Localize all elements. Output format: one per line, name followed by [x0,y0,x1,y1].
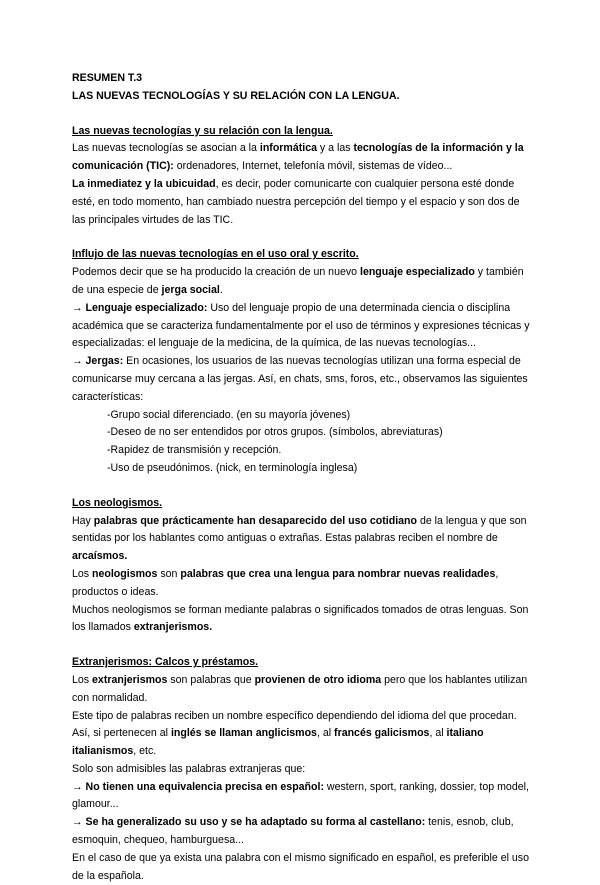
text: ordenadores, Internet, telefonía móvil, sistemas de vídeo... [173,160,453,173]
bold-text: → Se ha generalizado su uso y se ha adaptado su forma al castellano: [72,816,426,829]
bold-text: → Jergas: [72,355,124,368]
document-content [72,70,534,885]
title-line-2: LAS NUEVAS TECNOLOGÍAS Y SU RELACIÓN CON LA LENGUA. [72,89,400,102]
paragraph [72,513,534,566]
text: , etc. [133,745,157,758]
list-item: -Uso de pseudónimos. (nick, en terminología inglesa) [107,461,358,474]
text: , al [316,727,335,740]
text: En ocasiones, los usuarios de las nuevas tecnologías utilizan una forma especial de comunicarse muy cercana a las jergas. Así, en chats, sms, foros, etc., observamos las siguientes características: [72,355,528,403]
paragraph [72,264,534,300]
text: son [157,567,181,580]
section-neologisms [72,495,534,637]
paragraph [72,300,534,353]
text: . [219,283,223,296]
text: Podemos decir que se ha producido la creación de un nuevo [72,266,360,279]
bold-text: extranjerismos [92,673,168,686]
bold-text: tecnologías de la información y la comunicación (TIC): [72,142,524,173]
text: , productos o ideas. [72,567,499,598]
text: Muchos neologismos se forman mediante palabras o significados tomados de otras lenguas. Son los llamados [72,603,529,634]
paragraph [72,176,534,229]
text: western, sport, ranking, dossier, top model, glamour... [72,780,529,811]
list-item: -Deseo de no ser entendidos por otros grupos. (símbolos, abreviaturas) [107,426,443,439]
section-heading: Los neologismos. [72,496,163,509]
paragraph [72,140,534,176]
paragraph [72,708,534,761]
section-new-technologies [72,123,534,230]
bold-text: informática [259,142,317,155]
text: , al [429,727,447,740]
list-item: -Grupo social diferenciado. (en su mayoría jóvenes) [107,408,351,421]
bold-text: neologismos [92,567,158,580]
text: Los [72,567,93,580]
bold-text: La inmediatez y la ubicuidad [72,177,216,190]
text: son palabras que [167,673,255,686]
bold-text: → Lenguaje especializado: [72,301,208,314]
bold-text: → No tienen una equivalencia precisa en español: [72,780,324,793]
paragraph [72,353,534,406]
text: Este tipo de palabras reciben un nombre específico dependiendo del idioma del que procedan. Así, si pertenecen al [72,709,517,740]
bold-text: lenguaje especializado [360,266,475,279]
bold-text: inglés se llaman anglicismos [170,727,317,740]
paragraph [72,672,534,708]
bold-text: provienen de otro idioma [254,673,382,686]
text: de la lengua y que son sentidas por los hablantes como antiguas o extrañas. Estas palabras reciben el nombre de [72,514,527,545]
section-foreign-words [72,654,534,885]
paragraph [72,814,534,850]
text: , es decir, poder comunicarte con cualquier persona esté donde esté, en todo momento, han cambiado nuestra percepción del tiempo y el espacio y son dos de las principales virtudes de las TIC. [72,177,520,226]
text: pero que los hablantes utilizan con normalidad. [72,673,528,704]
bold-text: jerga social [161,283,220,296]
text: Hay [72,514,94,527]
section-heading: Extranjerismos: Calcos y préstamos. [72,656,259,669]
list-item: -Rapidez de transmisión y recepción. [107,444,282,457]
bold-text: palabras que prácticamente han desaparecido del uso cotidiano [93,514,417,527]
text: y a las [316,142,354,155]
paragraph [72,602,534,638]
paragraph: En el caso de que ya exista una palabra con el mismo significado en español, es preferible el uso de la española. [72,851,529,882]
section-heading: Las nuevas tecnologías y su relación con la lengua. [72,124,333,137]
text: Las nuevas tecnologías se asocian a la [72,142,260,155]
bold-text: francés galicismos [334,727,430,740]
paragraph: Solo son admisibles las palabras extranjeras que: [72,762,306,775]
section-heading: Influjo de las nuevas tecnologías en el uso oral y escrito. [72,248,359,261]
text: Uso del lenguaje propio de una determinada ciencia o disciplina académica que se caracteriza fundamentalmente por el uso de términos y expresiones técnicas y especializadas: el lenguaje de la medicina, de la química, de las nuevas tecnologías... [72,301,530,350]
document-title [72,70,534,106]
paragraph [72,566,534,602]
section-influence [72,246,534,477]
text: Los [72,673,93,686]
bold-text: italiano italianismos [72,727,484,758]
title-line-1: RESUMEN T.3 [72,72,143,84]
bold-text: arcaísmos. [72,550,128,563]
characteristics-list [72,407,534,478]
text: y también de una especie de [72,266,524,296]
text: tenis, esnob, club, esmoquin, chequeo, hamburguesa... [72,816,514,847]
paragraph [72,779,534,815]
bold-text: palabras que crea una lengua para nombrar nuevas realidades [180,567,496,580]
bold-text: extranjerismos. [133,621,213,634]
